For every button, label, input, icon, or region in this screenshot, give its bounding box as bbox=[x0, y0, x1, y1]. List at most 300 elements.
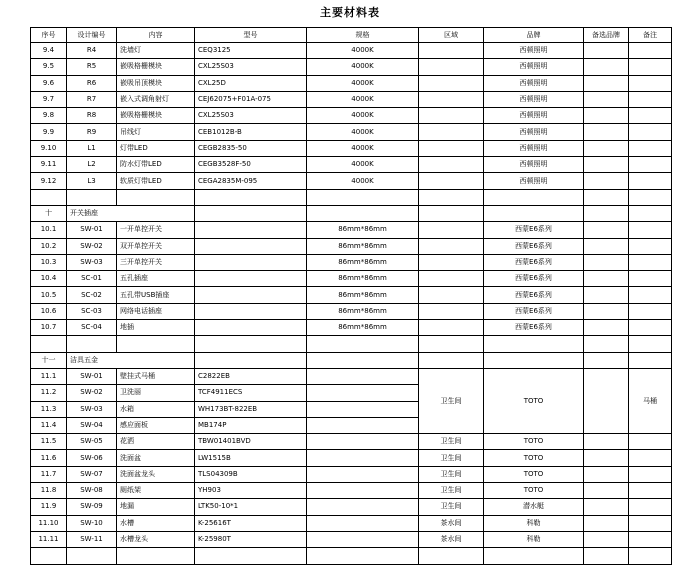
cell-code: SW-03 bbox=[67, 401, 117, 417]
empty-cell bbox=[195, 352, 307, 368]
cell-code: SC-03 bbox=[67, 303, 117, 319]
table-row bbox=[31, 124, 672, 140]
cell-remark bbox=[629, 59, 672, 75]
empty-cell bbox=[31, 189, 67, 205]
empty-cell bbox=[31, 548, 67, 564]
table-row bbox=[31, 499, 672, 515]
cell-remark bbox=[629, 238, 672, 254]
cell-remark bbox=[629, 450, 672, 466]
table-row bbox=[31, 303, 672, 319]
cell-code: R4 bbox=[67, 43, 117, 59]
empty-cell bbox=[629, 352, 672, 368]
empty-cell bbox=[484, 336, 584, 352]
table-row bbox=[31, 450, 672, 466]
cell-code: SW-04 bbox=[67, 417, 117, 433]
empty-cell bbox=[484, 189, 584, 205]
cell-model: CEGB2835-50 bbox=[195, 140, 307, 156]
table-row bbox=[31, 466, 672, 482]
cell-spec: 86mm*86mm bbox=[307, 254, 419, 270]
cell-no: 9.11 bbox=[31, 157, 67, 173]
cell-area bbox=[419, 287, 484, 303]
cell-spec bbox=[307, 515, 419, 531]
cell-alt-brand bbox=[584, 515, 629, 531]
cell-brand: 西蒙E6系列 bbox=[484, 320, 584, 336]
cell-content: 嵌吸格栅模块 bbox=[117, 108, 195, 124]
table-row bbox=[31, 483, 672, 499]
empty-cell bbox=[419, 205, 484, 221]
cell-remark bbox=[629, 287, 672, 303]
cell-no: 10.7 bbox=[31, 320, 67, 336]
cell-no: 9.7 bbox=[31, 91, 67, 107]
empty-cell bbox=[484, 205, 584, 221]
cell-remark bbox=[629, 483, 672, 499]
cell-brand: 西蒙E6系列 bbox=[484, 303, 584, 319]
cell-spec: 4000K bbox=[307, 43, 419, 59]
materials-table bbox=[30, 27, 672, 565]
cell-model bbox=[195, 271, 307, 287]
empty-cell bbox=[117, 548, 195, 564]
empty-cell bbox=[195, 189, 307, 205]
empty-cell bbox=[629, 336, 672, 352]
empty-row bbox=[31, 548, 672, 564]
table-row bbox=[31, 59, 672, 75]
cell-spec: 4000K bbox=[307, 140, 419, 156]
cell-brand: 科勒 bbox=[484, 531, 584, 547]
empty-cell bbox=[307, 352, 419, 368]
header-remark: 备注 bbox=[629, 28, 672, 43]
cell-content: 网络电话插座 bbox=[117, 303, 195, 319]
header-brand: 品牌 bbox=[484, 28, 584, 43]
cell-model: MB174P bbox=[195, 417, 307, 433]
cell-spec: 86mm*86mm bbox=[307, 303, 419, 319]
cell-alt-brand bbox=[584, 483, 629, 499]
cell-content: 地插 bbox=[117, 320, 195, 336]
cell-no: 9.9 bbox=[31, 124, 67, 140]
cell-spec: 4000K bbox=[307, 157, 419, 173]
cell-content: 五孔插座 bbox=[117, 271, 195, 287]
section-label: 开关插座 bbox=[67, 205, 195, 221]
cell-spec: 4000K bbox=[307, 75, 419, 91]
cell-area bbox=[419, 320, 484, 336]
empty-cell bbox=[195, 205, 307, 221]
cell-content: 水箱 bbox=[117, 401, 195, 417]
cell-model: YH903 bbox=[195, 483, 307, 499]
cell-area bbox=[419, 124, 484, 140]
cell-area bbox=[419, 157, 484, 173]
empty-cell bbox=[307, 548, 419, 564]
empty-cell bbox=[584, 205, 629, 221]
table-row bbox=[31, 531, 672, 547]
table-row bbox=[31, 254, 672, 270]
cell-alt-brand bbox=[584, 222, 629, 238]
cell-code: R5 bbox=[67, 59, 117, 75]
cell-spec bbox=[307, 531, 419, 547]
cell-remark bbox=[629, 499, 672, 515]
empty-cell bbox=[117, 189, 195, 205]
cell-code: R9 bbox=[67, 124, 117, 140]
cell-model: CXL25S03 bbox=[195, 108, 307, 124]
table-row bbox=[31, 91, 672, 107]
cell-area bbox=[419, 222, 484, 238]
cell-area-merged: 卫生间 bbox=[419, 368, 484, 433]
cell-area bbox=[419, 140, 484, 156]
empty-cell bbox=[584, 189, 629, 205]
cell-area: 卫生间 bbox=[419, 434, 484, 450]
cell-remark bbox=[629, 515, 672, 531]
table-row bbox=[31, 75, 672, 91]
cell-model: K-25980T bbox=[195, 531, 307, 547]
empty-cell bbox=[419, 336, 484, 352]
cell-model: CXL25D bbox=[195, 75, 307, 91]
cell-code: SW-11 bbox=[67, 531, 117, 547]
cell-area bbox=[419, 238, 484, 254]
cell-no: 11.10 bbox=[31, 515, 67, 531]
cell-content: 卫洗丽 bbox=[117, 385, 195, 401]
cell-alt-brand bbox=[584, 75, 629, 91]
cell-no: 9.6 bbox=[31, 75, 67, 91]
cell-spec: 4000K bbox=[307, 91, 419, 107]
cell-area bbox=[419, 254, 484, 270]
table-row bbox=[31, 222, 672, 238]
cell-code: R8 bbox=[67, 108, 117, 124]
cell-model: CEGB3528F-50 bbox=[195, 157, 307, 173]
cell-spec: 86mm*86mm bbox=[307, 222, 419, 238]
table-row bbox=[31, 140, 672, 156]
empty-cell bbox=[629, 189, 672, 205]
cell-alt-brand bbox=[584, 173, 629, 189]
header-row bbox=[31, 28, 672, 43]
cell-remark bbox=[629, 434, 672, 450]
cell-no: 11.11 bbox=[31, 531, 67, 547]
cell-spec bbox=[307, 499, 419, 515]
empty-cell bbox=[307, 189, 419, 205]
cell-spec bbox=[307, 483, 419, 499]
empty-cell bbox=[629, 205, 672, 221]
cell-remark-merged: 马桶 bbox=[629, 368, 672, 433]
cell-content: 洗墙灯 bbox=[117, 43, 195, 59]
header-no: 序号 bbox=[31, 28, 67, 43]
cell-no: 10.5 bbox=[31, 287, 67, 303]
cell-brand: 西顿照明 bbox=[484, 75, 584, 91]
cell-content: 洗面盆龙头 bbox=[117, 466, 195, 482]
empty-cell bbox=[484, 548, 584, 564]
section-label: 洁具五金 bbox=[67, 352, 195, 368]
cell-remark bbox=[629, 43, 672, 59]
cell-model: LTK50-10*1 bbox=[195, 499, 307, 515]
cell-model: K-25616T bbox=[195, 515, 307, 531]
cell-brand: 潜水艇 bbox=[484, 499, 584, 515]
cell-content: 水槽龙头 bbox=[117, 531, 195, 547]
cell-alt-brand bbox=[584, 499, 629, 515]
cell-alt-brand bbox=[584, 466, 629, 482]
cell-model: C2822EB bbox=[195, 368, 307, 384]
cell-content: 五孔带USB插座 bbox=[117, 287, 195, 303]
cell-alt-brand bbox=[584, 320, 629, 336]
cell-no: 11.3 bbox=[31, 401, 67, 417]
cell-alt-brand bbox=[584, 531, 629, 547]
cell-spec: 86mm*86mm bbox=[307, 271, 419, 287]
cell-remark bbox=[629, 303, 672, 319]
cell-model bbox=[195, 287, 307, 303]
cell-brand: 西蒙E6系列 bbox=[484, 222, 584, 238]
empty-cell bbox=[67, 336, 117, 352]
cell-no: 9.4 bbox=[31, 43, 67, 59]
cell-spec: 86mm*86mm bbox=[307, 287, 419, 303]
cell-area bbox=[419, 75, 484, 91]
header-content: 内容 bbox=[117, 28, 195, 43]
cell-alt-brand bbox=[584, 157, 629, 173]
cell-remark bbox=[629, 271, 672, 287]
cell-alt-brand bbox=[584, 108, 629, 124]
cell-code: L2 bbox=[67, 157, 117, 173]
cell-alt-brand bbox=[584, 140, 629, 156]
cell-brand: 西蒙E6系列 bbox=[484, 254, 584, 270]
cell-code: SW-09 bbox=[67, 499, 117, 515]
cell-alt-brand bbox=[584, 271, 629, 287]
table-row bbox=[31, 368, 672, 384]
cell-spec: 4000K bbox=[307, 59, 419, 75]
cell-content: 花洒 bbox=[117, 434, 195, 450]
cell-content: 吊线灯 bbox=[117, 124, 195, 140]
cell-alt-brand-merged bbox=[584, 368, 629, 433]
cell-spec bbox=[307, 434, 419, 450]
empty-cell bbox=[195, 336, 307, 352]
cell-code: SW-06 bbox=[67, 450, 117, 466]
empty-cell bbox=[419, 548, 484, 564]
section-number: 十一 bbox=[31, 352, 67, 368]
cell-remark bbox=[629, 531, 672, 547]
cell-alt-brand bbox=[584, 59, 629, 75]
cell-model bbox=[195, 238, 307, 254]
cell-model: CEJ62075+F01A-075 bbox=[195, 91, 307, 107]
cell-brand: 西顿照明 bbox=[484, 43, 584, 59]
cell-content: 厕纸架 bbox=[117, 483, 195, 499]
cell-alt-brand bbox=[584, 43, 629, 59]
cell-no: 10.3 bbox=[31, 254, 67, 270]
cell-alt-brand bbox=[584, 450, 629, 466]
cell-no: 11.9 bbox=[31, 499, 67, 515]
cell-no: 11.1 bbox=[31, 368, 67, 384]
cell-no: 11.7 bbox=[31, 466, 67, 482]
cell-content: 防水灯带LED bbox=[117, 157, 195, 173]
cell-content: 壁挂式马桶 bbox=[117, 368, 195, 384]
cell-code: SW-07 bbox=[67, 466, 117, 482]
cell-content: 一开单控开关 bbox=[117, 222, 195, 238]
cell-model bbox=[195, 254, 307, 270]
empty-cell bbox=[307, 205, 419, 221]
cell-remark bbox=[629, 320, 672, 336]
cell-no: 11.5 bbox=[31, 434, 67, 450]
cell-model bbox=[195, 303, 307, 319]
cell-brand: 西顿照明 bbox=[484, 91, 584, 107]
cell-code: SC-01 bbox=[67, 271, 117, 287]
cell-area bbox=[419, 271, 484, 287]
cell-remark bbox=[629, 173, 672, 189]
cell-alt-brand bbox=[584, 287, 629, 303]
cell-brand: TOTO bbox=[484, 483, 584, 499]
cell-no: 10.2 bbox=[31, 238, 67, 254]
cell-area: 卫生间 bbox=[419, 466, 484, 482]
table-row bbox=[31, 515, 672, 531]
cell-spec bbox=[307, 368, 419, 384]
cell-alt-brand bbox=[584, 238, 629, 254]
cell-alt-brand bbox=[584, 91, 629, 107]
cell-spec bbox=[307, 450, 419, 466]
cell-area: 茶水间 bbox=[419, 531, 484, 547]
cell-content: 地漏 bbox=[117, 499, 195, 515]
empty-cell bbox=[195, 548, 307, 564]
cell-model: WH173BT-822EB bbox=[195, 401, 307, 417]
empty-cell bbox=[67, 548, 117, 564]
cell-no: 9.8 bbox=[31, 108, 67, 124]
cell-area bbox=[419, 108, 484, 124]
page-title: 主要材料表 bbox=[320, 6, 380, 19]
cell-code: SC-04 bbox=[67, 320, 117, 336]
cell-area bbox=[419, 43, 484, 59]
table-row bbox=[31, 287, 672, 303]
section-row bbox=[31, 352, 672, 368]
cell-spec bbox=[307, 466, 419, 482]
cell-code: R6 bbox=[67, 75, 117, 91]
cell-area bbox=[419, 173, 484, 189]
cell-remark bbox=[629, 222, 672, 238]
table-row bbox=[31, 238, 672, 254]
cell-model: CEB1012B-B bbox=[195, 124, 307, 140]
cell-content: 嵌吸格栅模块 bbox=[117, 59, 195, 75]
cell-no: 10.1 bbox=[31, 222, 67, 238]
cell-area: 卫生间 bbox=[419, 450, 484, 466]
cell-model: TCF4911ECS bbox=[195, 385, 307, 401]
cell-spec bbox=[307, 385, 419, 401]
cell-brand: 西蒙E6系列 bbox=[484, 271, 584, 287]
cell-area bbox=[419, 91, 484, 107]
cell-model: TBW01401BVD bbox=[195, 434, 307, 450]
header-alt-brand: 备选品牌 bbox=[584, 28, 629, 43]
header-area: 区域 bbox=[419, 28, 484, 43]
cell-brand: TOTO bbox=[484, 466, 584, 482]
cell-spec: 86mm*86mm bbox=[307, 238, 419, 254]
cell-brand: 科勒 bbox=[484, 515, 584, 531]
cell-brand: 西蒙E6系列 bbox=[484, 287, 584, 303]
empty-cell bbox=[419, 189, 484, 205]
cell-spec: 4000K bbox=[307, 173, 419, 189]
cell-remark bbox=[629, 124, 672, 140]
cell-remark bbox=[629, 91, 672, 107]
cell-code: SW-10 bbox=[67, 515, 117, 531]
cell-no: 10.6 bbox=[31, 303, 67, 319]
cell-code: SW-02 bbox=[67, 238, 117, 254]
table-row bbox=[31, 320, 672, 336]
empty-row bbox=[31, 189, 672, 205]
cell-remark bbox=[629, 140, 672, 156]
cell-brand: TOTO bbox=[484, 450, 584, 466]
cell-brand: 西顿照明 bbox=[484, 124, 584, 140]
cell-brand: 西蒙E6系列 bbox=[484, 238, 584, 254]
cell-content: 嵌入式调角射灯 bbox=[117, 91, 195, 107]
cell-alt-brand bbox=[584, 124, 629, 140]
cell-alt-brand bbox=[584, 434, 629, 450]
cell-code: SW-05 bbox=[67, 434, 117, 450]
cell-remark bbox=[629, 466, 672, 482]
cell-area: 卫生间 bbox=[419, 483, 484, 499]
cell-content: 软质灯带LED bbox=[117, 173, 195, 189]
cell-alt-brand bbox=[584, 303, 629, 319]
empty-cell bbox=[484, 352, 584, 368]
cell-spec: 4000K bbox=[307, 108, 419, 124]
cell-brand: 西顿照明 bbox=[484, 59, 584, 75]
empty-cell bbox=[584, 548, 629, 564]
empty-cell bbox=[117, 336, 195, 352]
cell-model: CEQ3125 bbox=[195, 43, 307, 59]
empty-cell bbox=[584, 352, 629, 368]
empty-row bbox=[31, 336, 672, 352]
table-row bbox=[31, 434, 672, 450]
empty-cell bbox=[31, 336, 67, 352]
cell-model: CEGA2835M-095 bbox=[195, 173, 307, 189]
cell-code: SW-01 bbox=[67, 368, 117, 384]
cell-code: SW-01 bbox=[67, 222, 117, 238]
cell-no: 10.4 bbox=[31, 271, 67, 287]
cell-no: 11.2 bbox=[31, 385, 67, 401]
cell-brand: 西顿照明 bbox=[484, 157, 584, 173]
cell-model: TLS04309B bbox=[195, 466, 307, 482]
cell-content: 洗面盆 bbox=[117, 450, 195, 466]
cell-remark bbox=[629, 254, 672, 270]
table-row bbox=[31, 157, 672, 173]
header-model: 型号 bbox=[195, 28, 307, 43]
cell-brand: TOTO bbox=[484, 434, 584, 450]
table-row bbox=[31, 173, 672, 189]
cell-area: 卫生间 bbox=[419, 499, 484, 515]
cell-spec bbox=[307, 417, 419, 433]
cell-content: 三开单控开关 bbox=[117, 254, 195, 270]
section-number: 十 bbox=[31, 205, 67, 221]
cell-alt-brand bbox=[584, 254, 629, 270]
cell-model: CXL25S03 bbox=[195, 59, 307, 75]
cell-no: 9.12 bbox=[31, 173, 67, 189]
cell-content: 灯带LED bbox=[117, 140, 195, 156]
cell-area bbox=[419, 303, 484, 319]
empty-cell bbox=[584, 336, 629, 352]
table-row bbox=[31, 108, 672, 124]
empty-cell bbox=[629, 548, 672, 564]
header-design-code: 设计编号 bbox=[67, 28, 117, 43]
cell-spec: 4000K bbox=[307, 124, 419, 140]
table-row bbox=[31, 271, 672, 287]
empty-cell bbox=[419, 352, 484, 368]
cell-content: 感应面板 bbox=[117, 417, 195, 433]
cell-content: 水槽 bbox=[117, 515, 195, 531]
cell-content: 嵌吸吊顶模块 bbox=[117, 75, 195, 91]
cell-spec: 86mm*86mm bbox=[307, 320, 419, 336]
cell-model bbox=[195, 222, 307, 238]
cell-brand-merged: TOTO bbox=[484, 368, 584, 433]
header-spec: 规格 bbox=[307, 28, 419, 43]
cell-model: LW1515B bbox=[195, 450, 307, 466]
cell-model bbox=[195, 320, 307, 336]
cell-area bbox=[419, 59, 484, 75]
cell-remark bbox=[629, 108, 672, 124]
cell-content: 双开单控开关 bbox=[117, 238, 195, 254]
cell-no: 11.6 bbox=[31, 450, 67, 466]
cell-no: 9.5 bbox=[31, 59, 67, 75]
cell-brand: 西顿照明 bbox=[484, 173, 584, 189]
empty-cell bbox=[67, 189, 117, 205]
cell-code: R7 bbox=[67, 91, 117, 107]
cell-remark bbox=[629, 157, 672, 173]
cell-code: SW-03 bbox=[67, 254, 117, 270]
cell-code: SW-08 bbox=[67, 483, 117, 499]
